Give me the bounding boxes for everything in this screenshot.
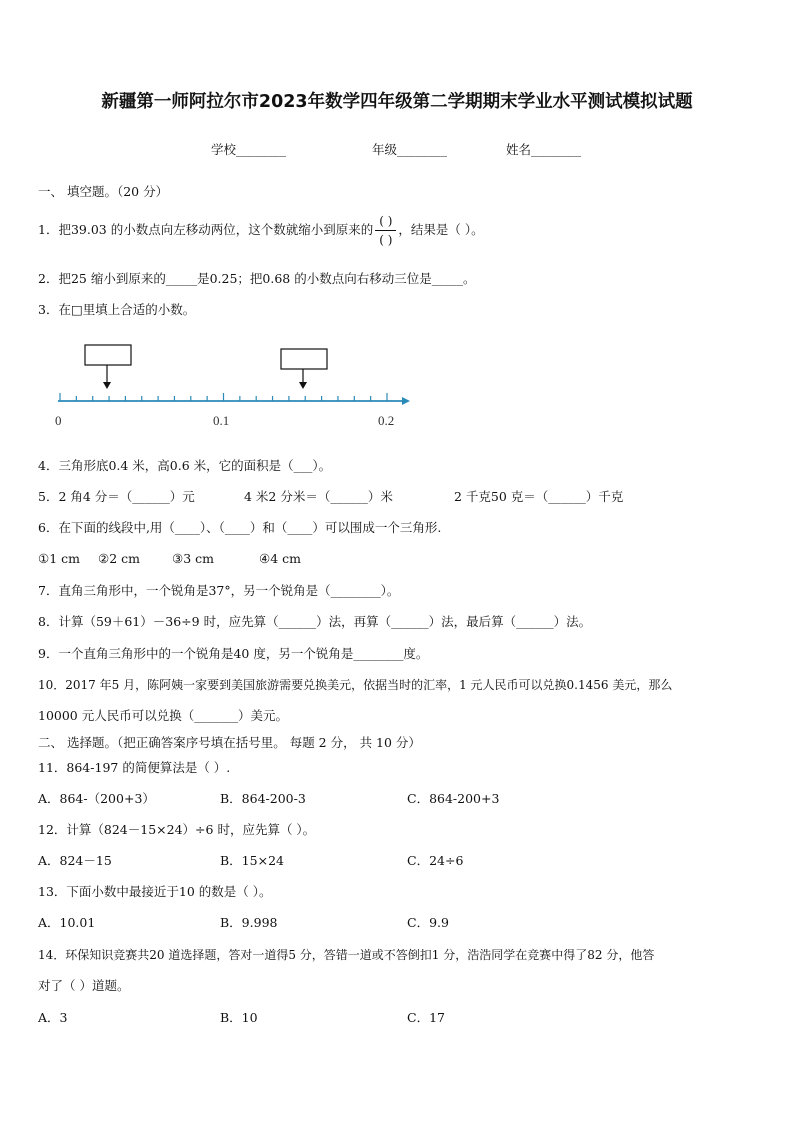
question-10-line2: 10000 元人民币可以兑换（_______）美元。 xyxy=(38,708,288,723)
q12-option-a: A．824－15 xyxy=(38,853,112,868)
arrow-head-1 xyxy=(103,382,111,389)
question-13: 13．下面小数中最接近于10 的数是（ ）。 xyxy=(38,884,272,899)
fraction-numerator: ( ) xyxy=(375,212,396,231)
question-8: 8．计算（59＋61）－36÷9 时，应先算（______）法，再算（______）法，最后算（______）法。 xyxy=(38,614,592,629)
question-2: 2．把25 缩小到原来的_____是0.25；把0.68 的小数点向右移动三位是_____。 xyxy=(38,271,476,286)
q14-option-b: B．10 xyxy=(220,1010,258,1025)
name-field: 姓名________ xyxy=(506,142,582,157)
q13-option-b: B．9.998 xyxy=(220,915,278,930)
q11-option-a: A．864-（200+3） xyxy=(38,791,155,806)
answer-box-2 xyxy=(281,349,327,369)
q11-option-b: B．864-200-3 xyxy=(220,791,306,806)
q14-option-c: C．17 xyxy=(407,1010,445,1025)
question-1 xyxy=(38,212,484,249)
answer-box-1 xyxy=(85,345,131,365)
fraction-blank xyxy=(375,212,396,249)
question-11: 11．864-197 的简便算法是（ ）. xyxy=(38,760,231,775)
tick-label-0-2: 0.2 xyxy=(378,413,395,428)
q6-option-4: ④4 cm xyxy=(259,551,301,566)
q11-option-c: C．864-200+3 xyxy=(407,791,500,806)
tick-label-0-1: 0.1 xyxy=(213,413,230,428)
tick-label-0: 0 xyxy=(55,413,62,428)
q13-option-c: C．9.9 xyxy=(407,915,449,930)
q1-post: ，结果是（ ）。 xyxy=(398,222,484,237)
q1-pre: 1．把39.03 的小数点向左移动两位，这个数就缩小到原来的 xyxy=(38,222,374,237)
question-14-line1: 14．环保知识竞赛共20 道选择题，答对一道得5 分，答错一道或不答倒扣1 分，浩浩同学在竞赛中得了82 分，他答 xyxy=(38,948,655,962)
q6-option-3: ③3 cm xyxy=(172,551,214,566)
question-12: 12．计算（824－15×24）÷6 时，应先算（ ）。 xyxy=(38,822,316,837)
section-multiple-choice: 二、 选择题。（把正确答案序号填在括号里。 每题 2 分， 共 10 分） xyxy=(38,735,421,750)
number-line-ticks xyxy=(60,393,387,401)
arrow-head-2 xyxy=(299,382,307,389)
fraction-denominator: ( ) xyxy=(379,233,393,247)
question-5b: 4 米2 分米＝（______）米 xyxy=(244,489,393,504)
q6-option-2: ②2 cm xyxy=(98,551,140,566)
q14-option-a: A．3 xyxy=(38,1010,68,1025)
question-6: 6．在下面的线段中,用（____）、（____）和（____）可以围成一个三角形. xyxy=(38,520,442,535)
q12-option-c: C．24÷6 xyxy=(407,853,464,868)
question-3: 3．在□里填上合适的小数。 xyxy=(38,302,196,317)
question-5a: 5．2 角4 分＝（______）元 xyxy=(38,489,195,504)
q13-option-a: A．10.01 xyxy=(38,915,96,930)
q12-option-b: B．15×24 xyxy=(220,853,284,868)
number-line-figure xyxy=(40,335,420,435)
question-10-line1: 10．2017 年5 月，陈阿姨一家要到美国旅游需要兑换美元，依据当时的汇率，1 元人民币可以兑换0.1456 美元，那么 xyxy=(38,678,673,692)
section-fill-blank: 一、 填空题。（20 分） xyxy=(38,184,169,199)
question-5c: 2 千克50 克＝（______）千克 xyxy=(454,489,624,504)
question-4: 4．三角形底0.4 米，高0.6 米，它的面积是（___）。 xyxy=(38,458,332,473)
question-14-line2: 对了（ ）道题。 xyxy=(38,978,130,993)
q6-option-1: ①1 cm xyxy=(38,551,80,566)
question-7: 7．直角三角形中，一个锐角是37°，另一个锐角是（________）。 xyxy=(38,583,400,598)
number-line-arrowhead xyxy=(402,397,410,405)
grade-field: 年级________ xyxy=(372,142,448,157)
school-field: 学校________ xyxy=(211,142,287,157)
page-title: 新疆第一师阿拉尔市2023年数学四年级第二学期期末学业水平测试模拟试题 xyxy=(101,92,693,112)
question-9: 9．一个直角三角形中的一个锐角是40 度，另一个锐角是________度。 xyxy=(38,646,429,661)
